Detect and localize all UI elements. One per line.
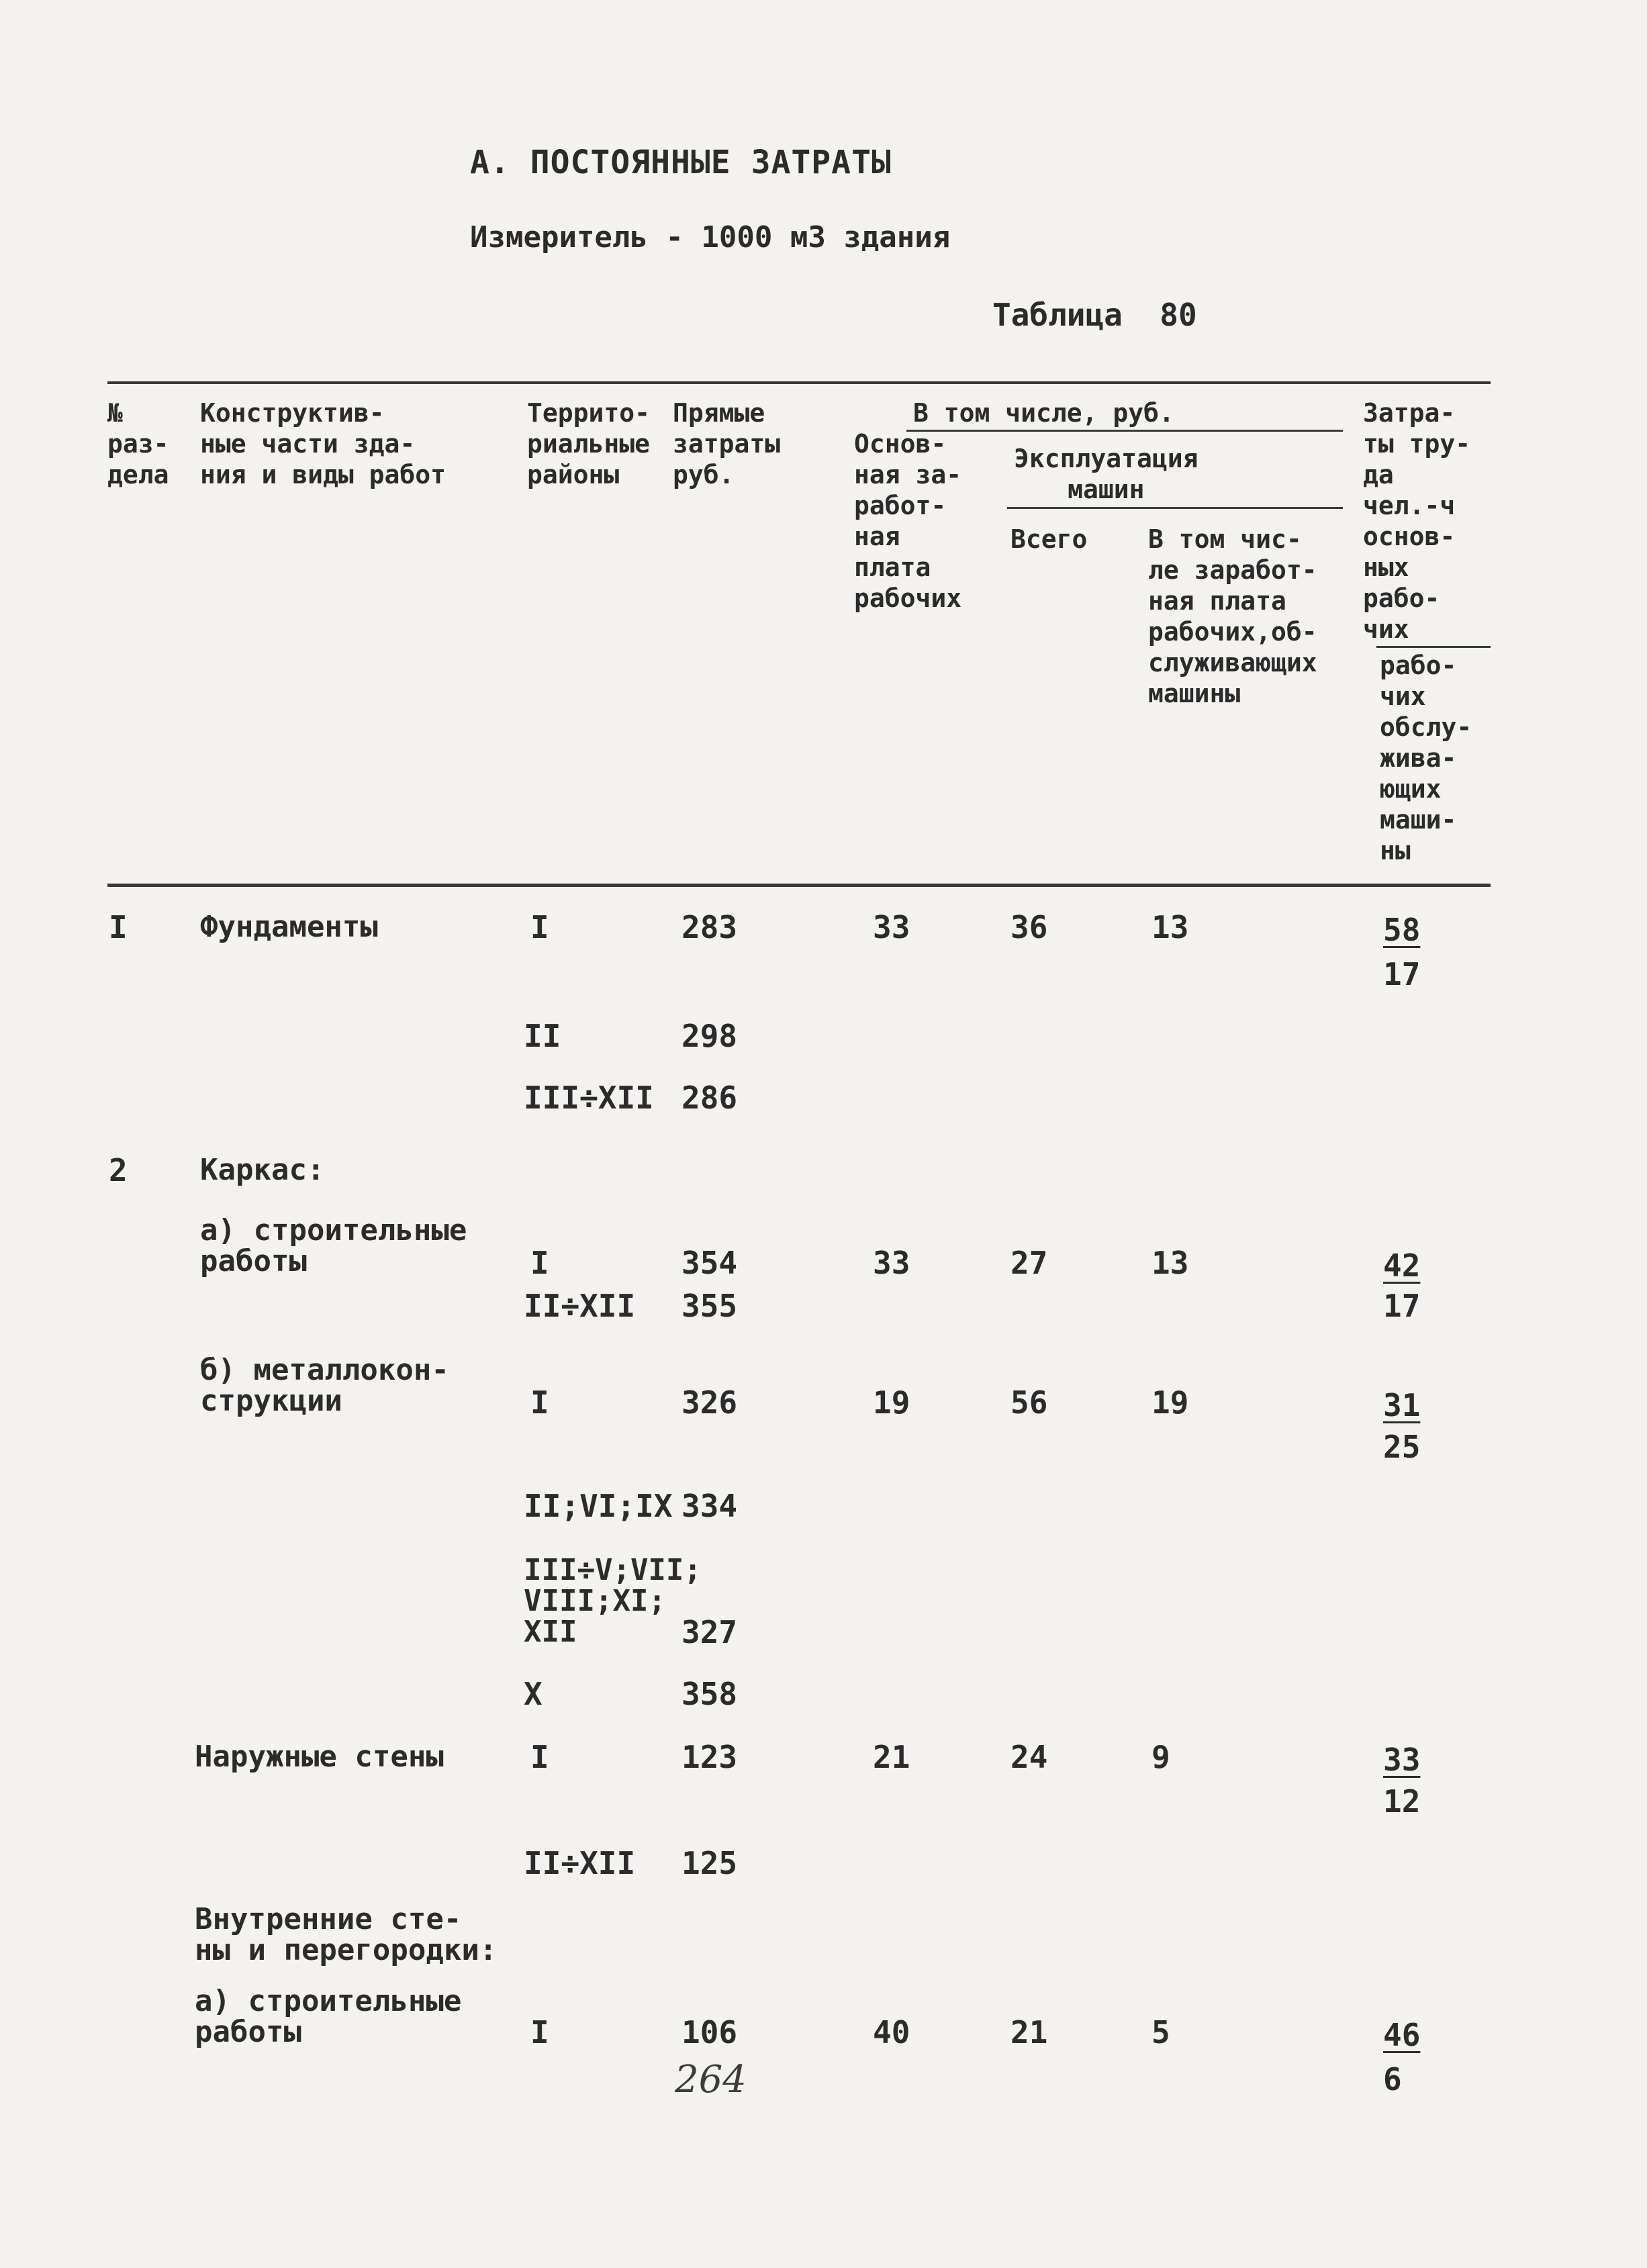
row-machines-total: 36 <box>1010 909 1048 945</box>
incl-underline <box>906 430 1343 432</box>
table-number: Таблица 80 <box>992 297 1197 333</box>
row-region: I <box>530 1245 549 1281</box>
row-wage: 19 <box>873 1384 910 1421</box>
row-direct: 106 <box>681 2014 738 2050</box>
row-region: III÷XII <box>524 1080 654 1116</box>
row-machines-total: 27 <box>1010 1245 1048 1281</box>
row-region: II <box>524 1018 561 1054</box>
row-name: Каркас: <box>200 1153 325 1187</box>
col-header-direct: Прямые затраты руб. <box>673 398 781 489</box>
row-name: б) металлокон- струкции <box>200 1353 449 1418</box>
row-labor-machines: 17 <box>1383 956 1421 992</box>
row-direct: 327 <box>681 1614 738 1650</box>
row-labor-main: 33 <box>1383 1742 1421 1778</box>
labor-divider <box>1376 646 1491 648</box>
row-region: III÷V;VII; VIII;XI; XII <box>524 1553 702 1649</box>
measure-unit: Измеритель - 1000 м3 здания <box>470 220 951 254</box>
table-top-rule <box>107 381 1491 384</box>
row-direct: 125 <box>681 1845 738 1881</box>
section-title: А. ПОСТОЯННЫЕ ЗАТРАТЫ <box>470 144 892 181</box>
row-region: I <box>530 1384 549 1421</box>
row-machines-wage: 13 <box>1151 1245 1189 1281</box>
row-direct: 326 <box>681 1384 738 1421</box>
col-header-parts: Конструктив- ные части зда- ния и виды работ <box>200 398 446 489</box>
row-direct: 286 <box>681 1080 738 1116</box>
row-region: I <box>530 1739 549 1775</box>
row-wage: 21 <box>873 1739 910 1775</box>
row-name: Наружные стены <box>195 1740 444 1774</box>
row-region: I <box>530 2014 549 2050</box>
row-machines-wage: 5 <box>1151 2014 1170 2050</box>
row-labor-machines: 12 <box>1383 1783 1421 1820</box>
row-labor-main: 46 <box>1383 2017 1421 2053</box>
row-direct: 358 <box>681 1676 738 1712</box>
row-num: 2 <box>109 1152 128 1188</box>
row-region: II÷XII <box>524 1845 636 1881</box>
row-machines-wage: 13 <box>1151 909 1189 945</box>
col-header-labor-machines: рабо- чих обслу- жива- ющих маши- ны <box>1380 651 1472 865</box>
row-region: II;VI;IX <box>524 1488 673 1524</box>
page-number: 264 <box>675 2058 747 2101</box>
row-name: а) строительные работы <box>200 1213 467 1278</box>
row-direct: 298 <box>681 1018 738 1054</box>
col-header-num: № раз- дела <box>107 398 169 489</box>
row-direct: 283 <box>681 909 738 945</box>
row-labor-machines: 17 <box>1383 1288 1421 1324</box>
row-labor-main: 42 <box>1383 1247 1421 1284</box>
row-name: Фундаменты <box>200 910 378 944</box>
row-region: X <box>524 1676 543 1712</box>
row-name: Внутренние сте- ны и перегородки: <box>195 1902 498 1967</box>
row-region: II÷XII <box>524 1288 636 1324</box>
machines-underline <box>1007 507 1343 509</box>
col-header-incl-wage: В том чис- ле заработ- ная плата рабочих,об- служивающих машины <box>1148 524 1317 708</box>
col-header-machines: Эксплуатация машин <box>1014 444 1198 504</box>
row-labor-main: 31 <box>1383 1387 1421 1423</box>
row-labor-machines: 25 <box>1383 1429 1421 1465</box>
row-machines-wage: 19 <box>1151 1384 1189 1421</box>
row-direct: 355 <box>681 1288 738 1324</box>
col-header-regions: Террито- риальные районы <box>527 398 651 489</box>
row-machines-total: 21 <box>1010 2014 1048 2050</box>
col-header-incl: В том числе, руб. <box>913 398 1174 428</box>
row-direct: 123 <box>681 1739 738 1775</box>
row-labor-main: 58 <box>1383 912 1421 948</box>
row-wage: 33 <box>873 909 910 945</box>
col-header-wage: Основ- ная за- работ- ная плата рабочих <box>854 429 962 613</box>
col-header-labor-main: Затра- ты тру- да чел.-ч основ- ных рабо- чих <box>1363 398 1471 644</box>
row-labor-machines: 6 <box>1383 2061 1402 2097</box>
row-region: I <box>530 909 549 945</box>
row-machines-wage: 9 <box>1151 1739 1170 1775</box>
row-direct: 354 <box>681 1245 738 1281</box>
header-bottom-rule <box>107 884 1491 887</box>
row-name: а) строительные работы <box>195 1984 462 2049</box>
row-machines-total: 24 <box>1010 1739 1048 1775</box>
row-wage: 40 <box>873 2014 910 2050</box>
row-wage: 33 <box>873 1245 910 1281</box>
row-machines-total: 56 <box>1010 1384 1048 1421</box>
row-direct: 334 <box>681 1488 738 1524</box>
col-header-total: Всего <box>1010 524 1088 554</box>
row-num: I <box>109 909 128 945</box>
